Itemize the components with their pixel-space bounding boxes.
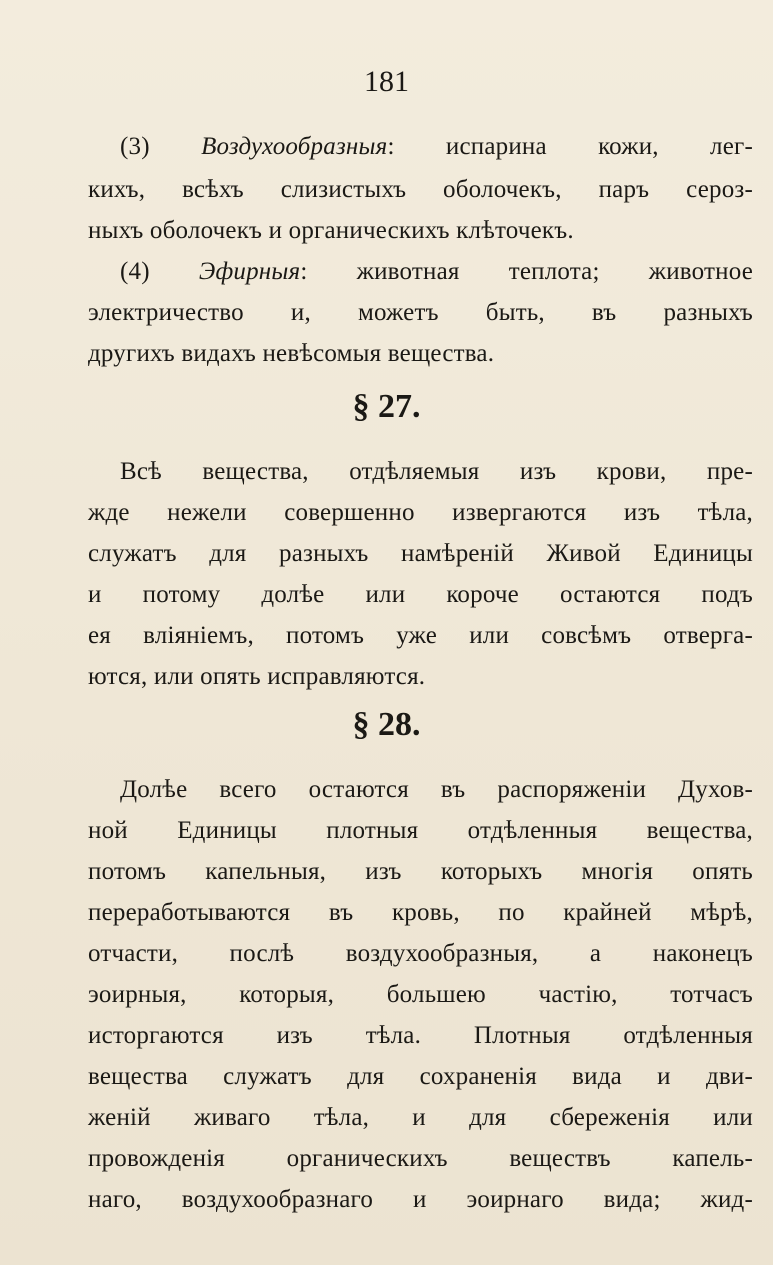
section-27-line-1: Всѣ вещества, отдѣляемыя изъ крови, пре- bbox=[120, 458, 753, 485]
section-28-line-10: провожденiя органическихъ веществъ капель- bbox=[88, 1145, 753, 1172]
para4-line-1 bbox=[120, 255, 753, 289]
section-28-line-4: переработываются въ кровь, по крайней мѣрѣ, bbox=[88, 899, 753, 926]
section-27-line-6: ются, или опять исправляются. bbox=[88, 663, 426, 690]
section-28-line-9: женiй живаго тѣла, и для сбереженiя или bbox=[88, 1104, 753, 1131]
para3-line-2: кихъ, всѣхъ слизистыхъ оболочекъ, паръ сероз- bbox=[88, 176, 753, 203]
section-28-line-6: эоирныя, которыя, большею частiю, тотчасъ bbox=[88, 981, 753, 1008]
section-27-line-3: служатъ для разныхъ намѣренiй Живой Единицы bbox=[88, 540, 753, 567]
para3-line-3: ныхъ оболочекъ и органическихъ клѣточекъ. bbox=[88, 217, 574, 244]
para3-line-1-rest: : испарина кожи, лег- bbox=[387, 133, 754, 160]
para4-marker: (4) bbox=[120, 258, 150, 285]
section-27-heading: § 27. bbox=[352, 388, 421, 425]
section-28-heading: § 28. bbox=[352, 706, 421, 743]
page-number: 181 bbox=[364, 65, 409, 98]
section-28-line-1: Долѣе всего остаются въ распоряженiи Духов- bbox=[120, 776, 753, 803]
para3-term: Воздухообразныя bbox=[201, 133, 388, 160]
para3-marker: (3) bbox=[120, 133, 150, 160]
section-28-line-3: потомъ капельныя, изъ которыхъ многiя опять bbox=[88, 858, 753, 885]
para4-line-2: электричество и, можетъ быть, въ разныхъ bbox=[88, 299, 753, 326]
para4-line-3: другихъ видахъ невѣсомыя вещества. bbox=[88, 340, 495, 367]
para3-line-1 bbox=[120, 130, 753, 164]
para4-term: Эфирныя bbox=[198, 258, 301, 285]
section-28-line-2: ной Единицы плотныя отдѣленныя вещества, bbox=[88, 817, 753, 844]
section-28-line-5: отчасти, послѣ воздухообразныя, а наконецъ bbox=[88, 940, 753, 967]
section-27-line-5: ея влiянiемъ, потомъ уже или совсѣмъ отверга- bbox=[88, 622, 753, 649]
section-27-line-4: и потому долѣе или короче остаются подъ bbox=[88, 581, 753, 608]
section-27-line-2: жде нежели совершенно извергаются изъ тѣла, bbox=[88, 499, 753, 526]
section-28-line-8: вещества служатъ для сохраненiя вида и дви- bbox=[88, 1063, 753, 1090]
para4-line-1-rest: : животная теплота; животное bbox=[300, 258, 753, 285]
section-28-line-7: исторгаются изъ тѣла. Плотныя отдѣленныя bbox=[88, 1022, 753, 1049]
section-28-line-11: наго, воздухообразнаго и эоирнаго вида; жид- bbox=[88, 1186, 753, 1213]
